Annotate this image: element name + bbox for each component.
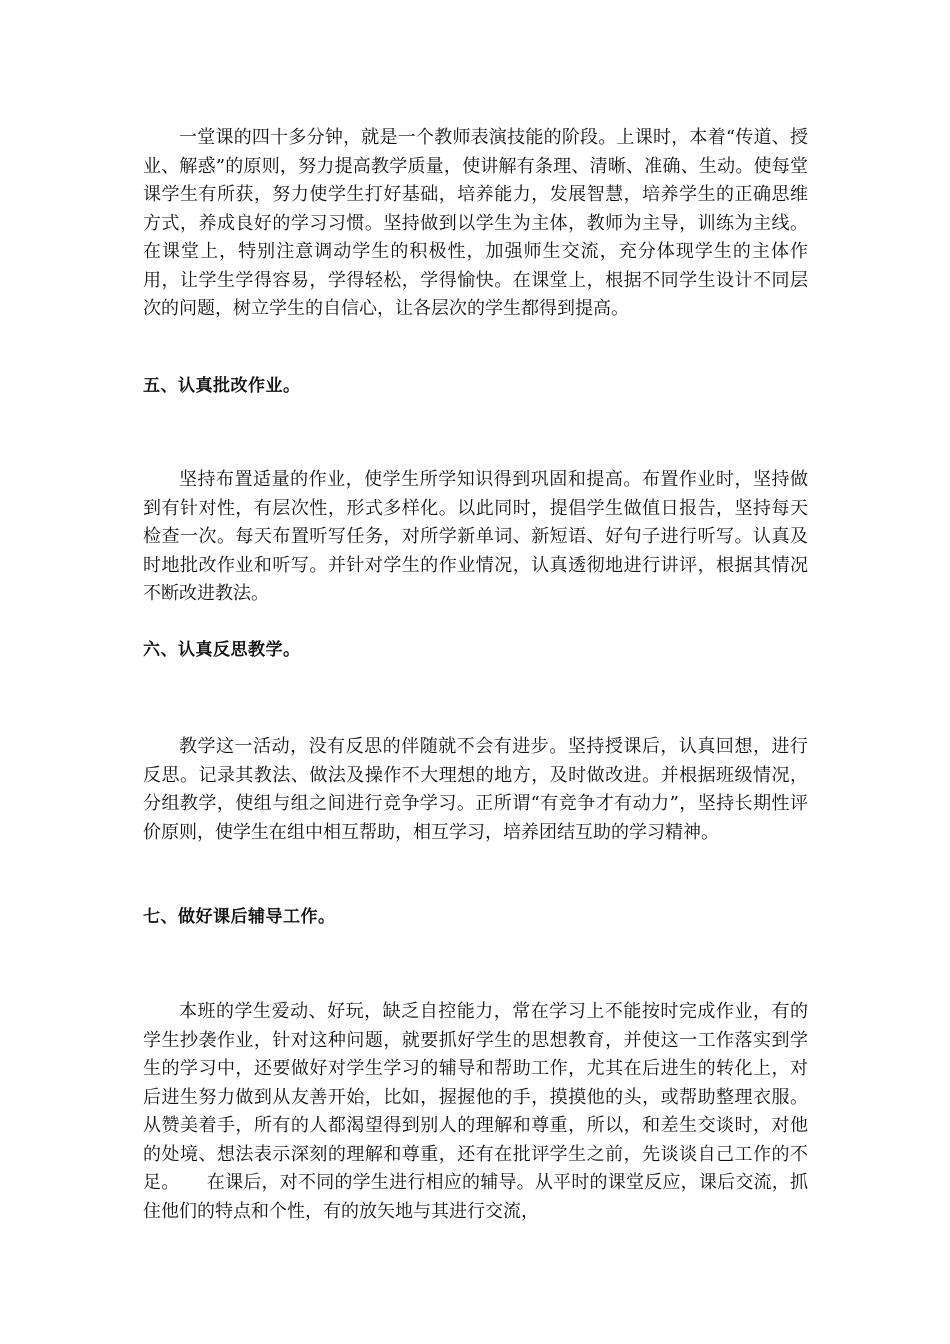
paragraph-classroom-teaching: 一堂课的四十多分钟，就是一个教师表演技能的阶段。上课时，本着“传道、授业、解惑”的原则，努力提高教学质量，使讲解有条理、清晰、准确、生动。使每堂课学生有所获，努力使学生打好基础，培养能力，发展智慧，培养学生的正确思维方式，养成良好的学习习惯。坚持做到以学生为主体，教师为主导，训练为主线。在课堂上，特别注意调动学生的积极性，加强师生交流，充分体现学生的主体作用，让学生学得容易，学得轻松，学得愉快。在课堂上，根据不同学生设计不同层次的问题，树立学生的自信心，让各层次的学生都得到提高。 — [143, 127, 808, 319]
paragraph-reflection: 教学这一活动，没有反思的伴随就不会有进步。坚持授课后，认真回想，进行反思。记录其教法、做法及操作不大理想的地方，及时做改进。并根据班级情况，分组教学，使组与组之间进行竞争学习。正所谓“有竞争才有动力”，坚持长期性评价原则，使学生在组中相互帮助，相互学习，培养团结互助的学习精神。 — [143, 736, 808, 843]
paragraph-homework: 坚持布置适量的作业，使学生所学知识得到巩固和提高。布置作业时，坚持做到有针对性，有层次性，形式多样化。以此同时，提倡学生做值日报告，坚持每天检查一次。每天布置听写任务，对所学新单词、新短语、好句子进行听写。认真及时地批改作业和听写。并针对学生的作业情况，认真透彻地进行讲评，根据其情况不断改进教法。 — [143, 469, 808, 604]
section-heading-homework: 五、认真批改作业。 — [143, 376, 301, 396]
paragraph-tutoring: 本班的学生爱动、好玩，缺乏自控能力，常在学习上不能按时完成作业，有的学生抄袭作业，针对这种问题，就要抓好学生的思想教育，并使这一工作落实到学生的学习中，还要做好对学生学习的辅导和帮助工作，尤其在后进生的转化上，对后进生努力做到从友善开始，比如，握握他的手，摸摸他的头，或帮助整理衣服。从赞美着手，所有的人都渴望得到别人的理解和尊重，所以，和差生交谈时，对他的处境、想法表示深刻的理解和尊重，还有在批评学生之前，先谈谈自己工作的不足。 在课后，对不同的学生进行相应的辅导。从平时的课堂反应，课后交流，抓住他们的特点和个性，有的放矢地与其进行交流， — [143, 1001, 808, 1222]
section-heading-reflection: 六、认真反思教学。 — [143, 640, 301, 660]
section-heading-tutoring: 七、做好课后辅导工作。 — [143, 907, 336, 927]
